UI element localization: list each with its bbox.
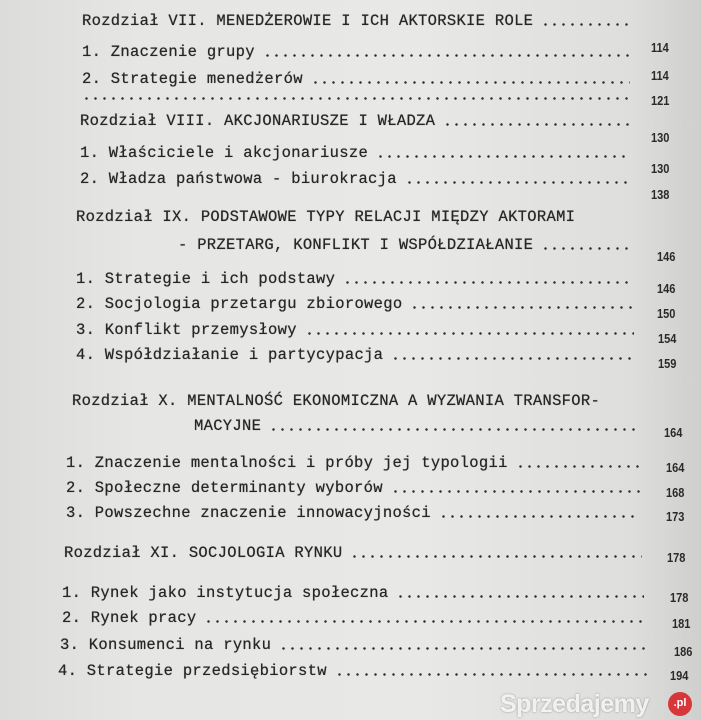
page-number: 194 xyxy=(670,668,689,683)
entry-label: 4. Współdziałanie i partycypacja xyxy=(76,346,384,364)
chapter-8-heading xyxy=(80,112,630,130)
leader-dots xyxy=(269,428,636,431)
entry-label: 1. Znaczenie grupy xyxy=(82,43,255,61)
page-number: 146 xyxy=(657,249,676,264)
toc-entry xyxy=(60,636,646,654)
chapter-10-heading xyxy=(72,392,600,410)
toc-entry xyxy=(76,270,634,288)
page-number: 146 xyxy=(657,281,676,296)
leader-dots xyxy=(443,123,630,126)
entry-label: 2. Socjologia przetargu zbiorowego xyxy=(76,295,403,313)
entry-label: 2. Władza państwowa - biurokracja xyxy=(80,170,397,188)
toc-entry xyxy=(66,454,640,472)
entry-label: 1. Strategie i ich podstawy xyxy=(76,270,336,288)
leader-dots xyxy=(279,647,646,650)
leader-dots xyxy=(396,595,644,598)
chapter-title-line2: MACYJNE xyxy=(194,417,262,435)
toc-entry xyxy=(82,70,630,88)
toc-entry xyxy=(82,43,630,61)
page-number: 178 xyxy=(667,550,686,565)
leader-dots xyxy=(391,357,634,360)
page-number: 181 xyxy=(672,616,691,631)
entry-label: 3. Powszechne znaczenie innowacyjności xyxy=(66,504,431,522)
leader-dots xyxy=(263,54,630,57)
chapter-title: Rozdział VIII. AKCJONARIUSZE I WŁADZA xyxy=(80,112,436,130)
leader-dots xyxy=(439,515,640,518)
page-number: 173 xyxy=(666,509,685,524)
page-number: 121 xyxy=(651,93,670,108)
entry-label: 2. Społeczne determinanty wyborów xyxy=(66,479,383,497)
leader-dots xyxy=(311,81,630,84)
chapter-title: Rozdział XI. SOCJOLOGIA RYNKU xyxy=(64,544,343,562)
leader-dots xyxy=(391,490,640,493)
toc-entry xyxy=(76,295,634,313)
entry-label: 2. Rynek pracy xyxy=(62,609,197,627)
page-number: 159 xyxy=(658,356,677,371)
page-number: 168 xyxy=(666,485,685,500)
leader-dots xyxy=(410,306,634,309)
leader-dots xyxy=(405,181,630,184)
leader-dots xyxy=(204,620,646,623)
leader-dots xyxy=(335,673,648,676)
entry-label: 2. Strategie menedżerów xyxy=(82,70,303,88)
leader-dots xyxy=(82,97,630,100)
toc-entry xyxy=(62,584,644,602)
toc-entry xyxy=(58,662,648,680)
entry-label: 1. Właściciele i akcjonariusze xyxy=(80,144,369,162)
chapter-7-heading xyxy=(82,12,630,30)
chapter-10-heading-continued xyxy=(194,417,636,435)
chapter-title: Rozdział IX. PODSTAWOWE TYPY RELACJI MIĘDZY AKTORAMI xyxy=(76,208,576,226)
page-number: 164 xyxy=(664,425,683,440)
chapter-title: Rozdział X. MENTALNOŚĆ EKONOMICZNA A WYZWANIA TRANSFOR- xyxy=(72,392,601,410)
entry-label: 3. Konsumenci na rynku xyxy=(60,636,272,654)
page-number: 150 xyxy=(657,306,676,321)
toc-entry xyxy=(66,479,640,497)
chapter-9-heading xyxy=(76,208,575,226)
toc-entry xyxy=(82,90,630,104)
chapter-11-heading xyxy=(64,544,642,562)
page-number: 114 xyxy=(651,40,669,55)
page-number: 130 xyxy=(651,130,670,145)
page-number: 178 xyxy=(670,590,689,605)
entry-label: 1. Rynek jako instytucja społeczna xyxy=(62,584,389,602)
leader-dots xyxy=(541,247,634,250)
page-number: 164 xyxy=(666,460,685,475)
chapter-title: Rozdział VII. MENEDŻEROWIE I ICH AKTORSKIE ROLE xyxy=(82,12,534,30)
leader-dots xyxy=(376,155,630,158)
chapter-9-heading-continued xyxy=(178,236,634,254)
page-number: 114 xyxy=(651,68,669,83)
watermark-logo: Sprzedajemy xyxy=(500,690,649,718)
toc-entry xyxy=(76,321,634,339)
entry-label: 3. Konflikt przemysłowy xyxy=(76,321,297,339)
leader-dots xyxy=(350,555,642,558)
page-number: 130 xyxy=(651,161,670,176)
toc-entry xyxy=(66,504,640,522)
leader-dots xyxy=(305,332,634,335)
page-number: 186 xyxy=(674,644,693,659)
chapter-title-line2: - PRZETARG, KONFLIKT I WSPÓŁDZIAŁANIE xyxy=(178,236,534,254)
toc-entry xyxy=(76,346,634,364)
watermark-badge: .pl xyxy=(668,692,692,716)
leader-dots xyxy=(343,281,634,284)
leader-dots xyxy=(541,23,630,26)
page-number: 138 xyxy=(651,187,670,202)
entry-label: 4. Strategie przedsiębiorstw xyxy=(58,662,327,680)
toc-entry xyxy=(80,144,630,162)
toc-entry xyxy=(62,609,646,627)
leader-dots xyxy=(516,465,640,468)
page-number: 154 xyxy=(658,331,677,346)
entry-label: 1. Znaczenie mentalności i próby jej typologii xyxy=(66,454,508,472)
toc-entry xyxy=(80,170,630,188)
